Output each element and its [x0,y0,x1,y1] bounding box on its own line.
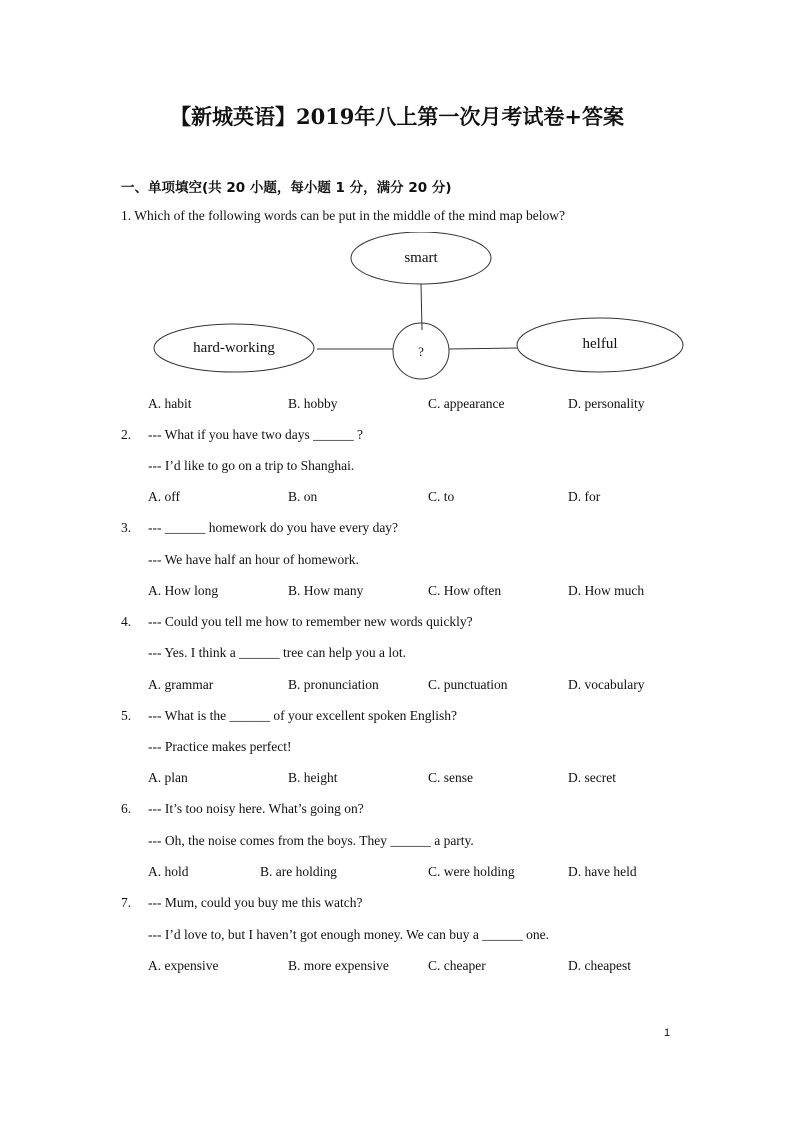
mind-map-link-right [449,348,518,349]
mind-map-label-left: hard-working [193,340,275,356]
question-7-line-1: --- Mum, could you buy me this watch? [148,895,363,910]
page-title: 【新城英语】2019年八上第一次月考试卷+答案 [169,104,625,129]
question-4-line-1: --- Could you tell me how to remember new words quickly? [148,614,473,629]
question-2-number: 2. [121,427,132,442]
question-6-option-d: D. have held [568,864,637,879]
mind-map-label-right: helful [582,336,618,352]
question-3-option-b: B. How many [288,583,364,598]
question-5-line-1: --- What is the ______ of your excellent spoken English? [148,708,458,723]
question-4-option-d: D. vocabulary [568,677,645,692]
question-6-number: 6. [121,801,132,816]
question-2-option-a: A. off [148,489,180,504]
question-1-stem: 1. Which of the following words can be put in the middle of the mind map below? [121,208,566,223]
question-5-option-b: B. height [288,770,338,785]
section-heading: 一、单项填空(共 20 小题，每小题 1 分，满分 20 分) [121,180,452,196]
mind-map-diagram [150,232,690,382]
question-4-line-2: --- Yes. I think a ______ tree can help you a lot. [148,645,406,660]
question-7-option-d: D. cheapest [568,958,631,973]
question-1-option-d: D. personality [568,396,645,411]
question-5-number: 5. [121,708,132,723]
question-6-option-b: B. are holding [260,864,337,879]
question-3-option-c: C. How often [428,583,502,598]
question-2-line-1: --- What if you have two days ______ ? [148,427,363,442]
question-2-option-c: C. to [428,489,455,504]
question-5-line-2: --- Practice makes perfect! [148,739,292,754]
question-1-option-b: B. hobby [288,396,338,411]
question-3-option-a: A. How long [148,583,219,598]
question-4-option-c: C. punctuation [428,677,508,692]
question-3-line-1: --- ______ homework do you have every day? [148,520,399,535]
question-1-option-a: A. habit [148,396,192,411]
question-4-option-a: A. grammar [148,677,214,692]
question-7-option-a: A. expensive [148,958,219,973]
question-6-line-2: --- Oh, the noise comes from the boys. They ______ a party. [148,833,474,848]
question-1-option-c: C. appearance [428,396,505,411]
question-7-option-c: C. cheaper [428,958,486,973]
question-3-number: 3. [121,520,132,535]
mind-map-label-center: ? [418,344,424,359]
question-4-number: 4. [121,614,132,629]
question-5-option-c: C. sense [428,770,473,785]
question-3-line-2: --- We have half an hour of homework. [148,552,359,567]
question-6-option-a: A. hold [148,864,189,879]
question-7-line-2: --- I’d love to, but I haven’t got enough money. We can buy a ______ one. [148,927,549,942]
question-3-option-d: D. How much [568,583,645,598]
question-4-option-b: B. pronunciation [288,677,379,692]
question-5-option-a: A. plan [148,770,188,785]
question-5-option-d: D. secret [568,770,616,785]
question-7-number: 7. [121,895,132,910]
page-number: 1 [664,1027,671,1039]
question-2-option-d: D. for [568,489,601,504]
mind-map-label-top: smart [404,250,438,266]
question-7-option-b: B. more expensive [288,958,389,973]
question-6-option-c: C. were holding [428,864,515,879]
question-6-line-1: --- It’s too noisy here. What’s going on? [148,801,364,816]
question-2-option-b: B. on [288,489,318,504]
question-2-line-2: --- I’d like to go on a trip to Shanghai. [148,458,355,473]
